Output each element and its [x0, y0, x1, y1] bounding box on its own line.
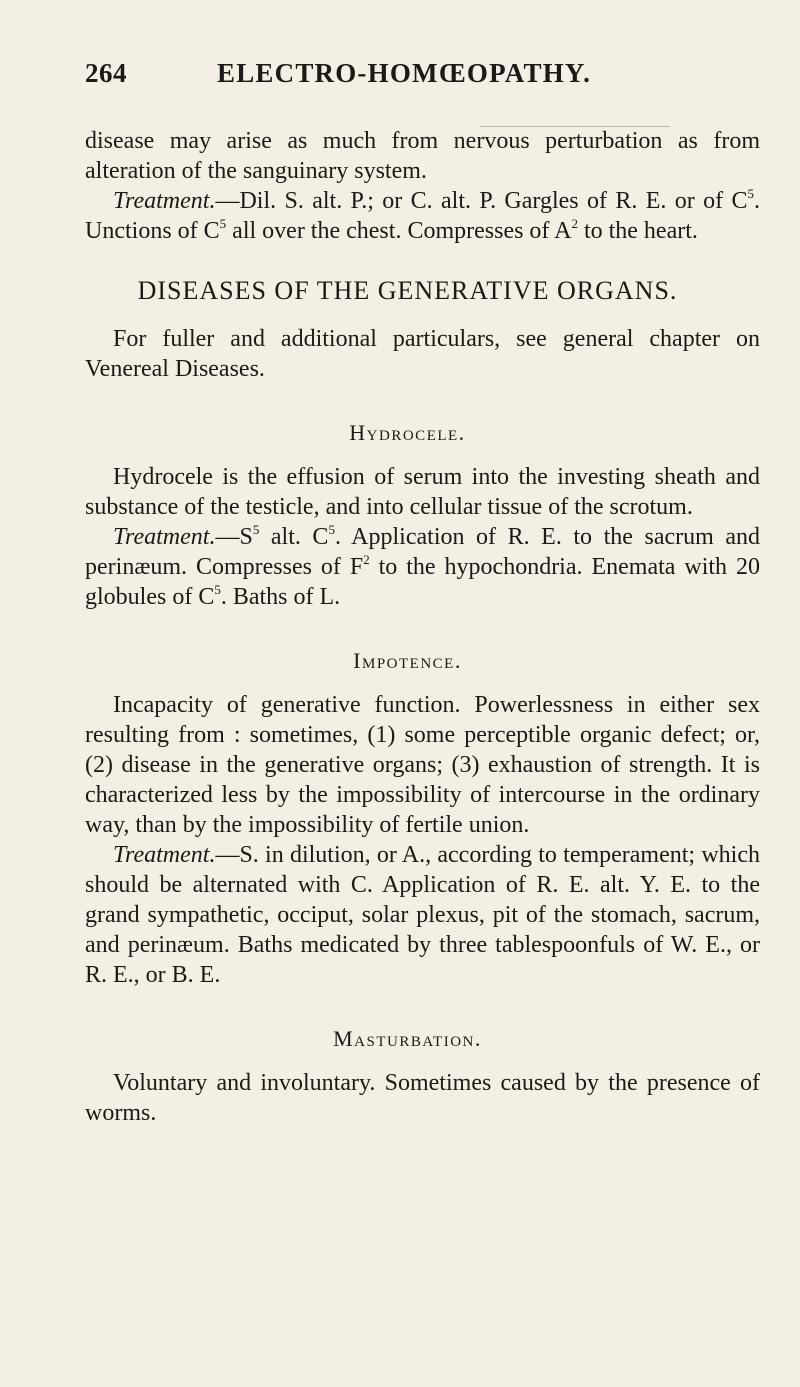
paragraph-impotence: Incapacity of generative function. Powerlessness in either sex resulting from : sometimes, (1) some perceptible organic defect; or, (2) disease in the generative organs; (3) exhaustion of strength. It is characterized less by the impossibility of intercourse in the ordinary way, than by the impossibility of fertile union.: [85, 692, 760, 838]
treatment-label: Treatment.: [113, 188, 216, 214]
treatment-label: Treatment.: [113, 842, 216, 868]
section-heading-hydrocele: Hydrocele.: [349, 420, 466, 445]
paragraph-hydrocele: Hydrocele is the effusion of serum into the investing sheath and substance of the testicle, and into cellular tissue of the scrotum.: [85, 464, 760, 520]
treatment-label: Treatment.: [113, 524, 216, 550]
running-title: ELECTRO-HOMŒOPATHY.: [217, 58, 592, 88]
paragraph-masturbation: Voluntary and involuntary. Sometimes caused by the presence of worms.: [85, 1070, 760, 1126]
chapter-heading: DISEASES OF THE GENERATIVE ORGANS.: [137, 276, 678, 305]
paragraph-treatment-2: $Treatment.—S^5$ alt. $C^5$. Application of R. E. to the sacrum and perinæum. Compresses of $F^2$ to the hypochondria. Enemata with 20 globules of $C^5$. Baths of L.: [85, 522, 761, 610]
section-heading-impotence: Impotence.: [353, 648, 462, 673]
page-number: 264: [85, 58, 127, 88]
paragraph-chapter-intro: For fuller and additional particulars, see general chapter on Venereal Diseases.: [85, 326, 760, 382]
section-heading-masturbation: Masturbation.: [333, 1026, 482, 1051]
running-head: [85, 58, 760, 104]
paragraph-continued: disease may arise as much from nervous perturbation as from alteration of the sanguinary system.: [85, 128, 760, 184]
paragraph-treatment-1: Treatment.—Dil. S. alt. P.; or C. alt. P. Gargles of R. E. or of $C^5$. Unctions of $C^5$ all over the chest. Compresses of $A^2$ to the heart.: [85, 186, 760, 244]
paragraph-treatment-3: Treatment.—S. in dilution, or A., according to temperament; which should be alternated with C. Application of R. E. alt. Y. E. to the grand sympathetic, occiput, solar plexus, pit of the stomach, sacrum, and perinæum. Baths medicated by three tablespoonfuls of W. E., or R. E., or B. E.: [85, 842, 760, 988]
header-rule: [480, 126, 670, 127]
